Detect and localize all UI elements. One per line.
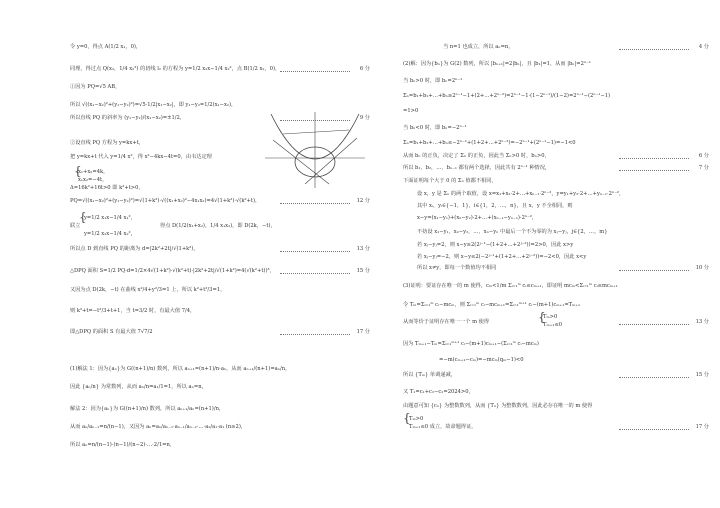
text-line: 所以点 D 到直线 PQ 的距离为 d=|2k²+2t|/√(1+k²)，: [70, 246, 199, 252]
text-line: Tₘ>0: [409, 416, 424, 422]
score-mark: 15 分: [356, 268, 370, 274]
text-line: 设 x，y 是 Σₙ 的两个取值，设 x=x₁+x₂·2+…+xₙ₋₁·2ⁿ⁻²，y=y₁+y₂·2+…+yₙ₋₁·2ⁿ⁻²，: [417, 191, 625, 197]
text-line: 不妨设 x₁−y₁，x₂−y₂，…，xₙ−yₙ 中最后一个不为零的为 xⱼ−yⱼ，j∈{2，…，m}: [417, 229, 608, 235]
text-line: 所以 b₁，b₂，…，bₙ₋₁ 都有两个选择，因此共有 2ⁿ⁻¹ 种情况，: [403, 165, 551, 171]
brace-icon: {: [403, 411, 411, 425]
score-mark: 12 分: [356, 198, 370, 204]
text-line: PQ=√((x₁−x₂)²+(y₁−y₂)²)=√(1+k²)·√((x₁+x₂)²−4x₁x₂)=4√(1+k²)·√(k²+t)，: [70, 198, 261, 204]
dotted-leader: [619, 324, 689, 325]
text-line: Σₙ=b₁+b₂+…+bₙ≤−2ⁿ⁻¹+(1+2+…+2ⁿ⁻²)=−2ⁿ⁻¹+(2ⁿ⁻¹−1)=−1<0: [403, 140, 576, 146]
text-line: 从而等价于证明存在唯一一个 m 使得: [403, 319, 490, 325]
dotted-leader: [619, 270, 689, 271]
text-line: x−y=(x₁−y₁)+(x₂−y₂)·2+…+(xₙ₋₁−yₙ₋₁)·2ⁿ⁻²，: [417, 215, 538, 221]
score-mark: 17 分: [695, 424, 709, 430]
text-line: 所以直线 PQ 的斜率为 (y₁−y₂)/(x₁−x₂)=±1/2，: [70, 115, 185, 121]
text-line: x₁+x₂=4k，: [78, 169, 109, 175]
brace-icon: {: [74, 164, 82, 178]
text-line: △DPQ 面积 S=1/2 PQ·d=1/2×4√(1+k²)·√(k²+t)·|2k²+2t|/√(1+k²)=4(√(k²+t))³，: [70, 268, 275, 274]
text-line: 从而 aₙ/aₙ₋₁=n/(n−1)，又因为 aₙ=aₙ/aₙ₋₁·aₙ₋₁/aₙ₋₂·…·a₂/a₁·a₁ (n≥2)，: [70, 424, 247, 430]
score-mark: 9 分: [359, 115, 370, 121]
dotted-leader: [619, 158, 689, 159]
text-line: ②设直线 PQ 方程为 y=kx+t，: [70, 140, 144, 146]
dotted-leader: [280, 203, 350, 204]
text-line: 当 n=1 也成立，所以 aₙ=n，: [443, 44, 514, 50]
text-line: 得点 D(1/2(x₁+x₂)，1/4 x₁x₂)，即 D(2k，−t)，: [160, 223, 276, 229]
score-mark: 13 分: [695, 319, 709, 325]
text-line: 由题意可知 {cₙ} 为整数数列，从而 {Tₙ} 为整数数列，因此必存在唯一的 m 使得: [403, 403, 593, 409]
dotted-leader: [619, 49, 689, 50]
brace-icon: {: [538, 310, 546, 324]
text-line: y=1/2 x₂x−1/4 x₂²，: [84, 231, 136, 237]
text-line: 当 bₙ<0 时，即 bₙ=−2ⁿ⁻¹: [403, 125, 467, 131]
text-line: 从而 bₙ 的正负，决定了 Σₙ 的正负，因此当 Σₙ>0 时，bₙ>0，: [403, 153, 550, 159]
text-line: 又 T₁=c₁+c₂−c₂=2024>0，: [403, 389, 474, 395]
text-line: 其中 xᵢ，yᵢ∈{−1，1}，i∈{1，2，…，n}，且 x，y 不全相同，则: [417, 203, 573, 209]
dotted-leader: [619, 377, 689, 378]
score-mark: 17 分: [356, 329, 370, 335]
text-line: 令 y=0，得点 A(1/2 x₁，0)，: [70, 44, 142, 50]
text-line: 令 Tₘ=Σᵢ₌₁ᵐ cᵢ−mcₘ，则 Σᵢ₌₁ᵐ cᵢ−mcₘ₊₁=Σᵢ₌₁ᵐ⁺¹ cᵢ−(m+1)cₘ₊₁=Tₘ₊₁: [403, 302, 581, 308]
text-line: (1)解法 1：因为{aₙ}为 G((n+1)/n) 数列，所以 aₙ₊₁=(n+1)/n·aₙ，从而 aₙ₊₁/(n+1)=aₙ/n，: [70, 366, 291, 372]
text-line: Tₘ>0: [543, 314, 558, 320]
score-mark: 10 分: [695, 265, 709, 271]
text-line: 因此 {aₙ/n} 为常数列，从而 aₙ/n=a₁/1=1，所以 aₙ=n，: [70, 384, 207, 390]
text-line: 所以 x≠y，即每一个数值均不相同: [417, 265, 497, 271]
text-line: 所以 √((x₁−x₂)²+(y₁−y₂)²)=√5·1/2|x₁−x₂|，即 y₁−y₂=1/2(x₁−x₂)，: [70, 102, 237, 108]
tangent-line: [305, 138, 357, 184]
chord-line: [283, 130, 349, 134]
text-line: y=1/2 x₁x−1/4 x₁²，: [84, 215, 136, 221]
text-line: 若 xⱼ−yⱼ=−2，则 x−y≤2(−2ʲ⁻¹+(1+2+…+2ʲ⁻²))=−2<0，因此 x<y: [417, 254, 587, 260]
text-line: =1>0: [403, 108, 419, 114]
dotted-leader: [280, 273, 350, 274]
text-line: 所以 {Tₘ} 单调递减，: [403, 372, 456, 378]
text-line: Σₙ=b₁+b₂+…+bₙ≥2ⁿ⁻¹−1+(2+…+2ⁿ⁻²)=2ⁿ⁻¹−1·(1−2ⁿ⁻¹)/(1−2)=2ⁿ⁻¹−(2ⁿ⁻¹−1): [403, 93, 611, 99]
text-line: 若 xⱼ−yⱼ=2，则 x−y≥2(2ʲ⁻¹−(1+2+…+2ʲ⁻²))=2>0，因此 x>y: [417, 242, 574, 248]
text-line: Tₘ₊₁≤0 成立，故命题得证。: [409, 424, 477, 430]
text-line: Δ=16k²+16t>0 即 k²+t>0，: [70, 185, 144, 191]
text-line: 因为 Tₘ₊₁−Tₘ=Σᵢ₌₁ᵐ⁺¹ cᵢ−(m+1)cₘ₊₁−(Σᵢ₌₁ᵐ cᵢ−mcₘ): [403, 341, 539, 347]
tangent-line: [273, 140, 329, 184]
brace-icon: {: [79, 210, 87, 224]
text-line: (2)解：因为{bₙ}为 G(2) 数列，所以 |bₙ₊₁|=2|bₙ|，且 |b₁|=1，从而 |bₙ|=2ⁿ⁻¹: [403, 61, 591, 67]
text-line: x₁x₂=−4t，: [78, 177, 108, 183]
score-mark: 15 分: [695, 372, 709, 378]
text-line: 则 k²+t=−t²/3+t+1，当 t=3/2 时，有最大值 7/4，: [70, 308, 196, 314]
text-line: 所以 aₙ=n/(n−1)·(n−1)/(n−2)·…·2/1=n，: [70, 442, 176, 448]
text-line: 解法 2：因为{aₙ}为 G((n+1)/n) 数列，所以 aₙ₊₁/aₙ=(n+1)/n，: [70, 406, 225, 412]
dotted-leader: [280, 334, 350, 335]
text-line: =−m(cₘ₊₁−cₘ)=−mcₘ(qₘ−1)<0: [439, 357, 524, 363]
dotted-leader: [619, 170, 689, 171]
dotted-leader: [280, 251, 350, 252]
text-line: 联立: [70, 223, 81, 229]
text-line: 把 y=kx+t 代入 y=1/4 x²，得 x²−4kx−4t=0，由韦达定理: [70, 154, 212, 160]
text-line: 当 bₙ>0 时，即 bₙ=2ⁿ⁻¹: [403, 78, 463, 84]
dotted-leader: [280, 71, 350, 72]
text-line: (3)证明：要证存在唯一的 m 使得，cₘ<1/m Σᵢ₌₁ᵐ cᵢ≤cₘ₊₁，即证明 mcₘ<Σᵢ₌₁ᵐ cᵢ≤mcₘ₊₁: [403, 283, 618, 289]
text-line: Tₘ₊₁≤0: [543, 322, 563, 328]
score-mark: 6 分: [359, 66, 370, 72]
score-mark: 6 分: [698, 153, 709, 159]
score-mark: 4 分: [698, 44, 709, 50]
text-line: 即△DPQ 的面积 S 有最大值 7√7/2: [70, 329, 153, 335]
text-line: 下面证明每个大于 0 的 Σₙ 值都不相同，: [403, 178, 497, 184]
parabola-ellipse-figure: [265, 110, 365, 188]
text-line: ①因为 PQ=√5 AB，: [70, 84, 121, 90]
score-mark: 13 分: [356, 246, 370, 252]
score-mark: 7 分: [698, 165, 709, 171]
text-line: 又因为点 D(2k，−t) 在曲线 x²/4+y²/3=1 上，所以 k²+t²/3=1，: [70, 287, 226, 293]
text-line: 同理，得过点 Q(x₂，1/4 x₂²) 的切线 l₂ 的方程为 y=1/2 x₂x−1/4 x₂²，点 B(1/2 x₂，0)，: [70, 66, 281, 72]
dotted-leader: [619, 429, 689, 430]
